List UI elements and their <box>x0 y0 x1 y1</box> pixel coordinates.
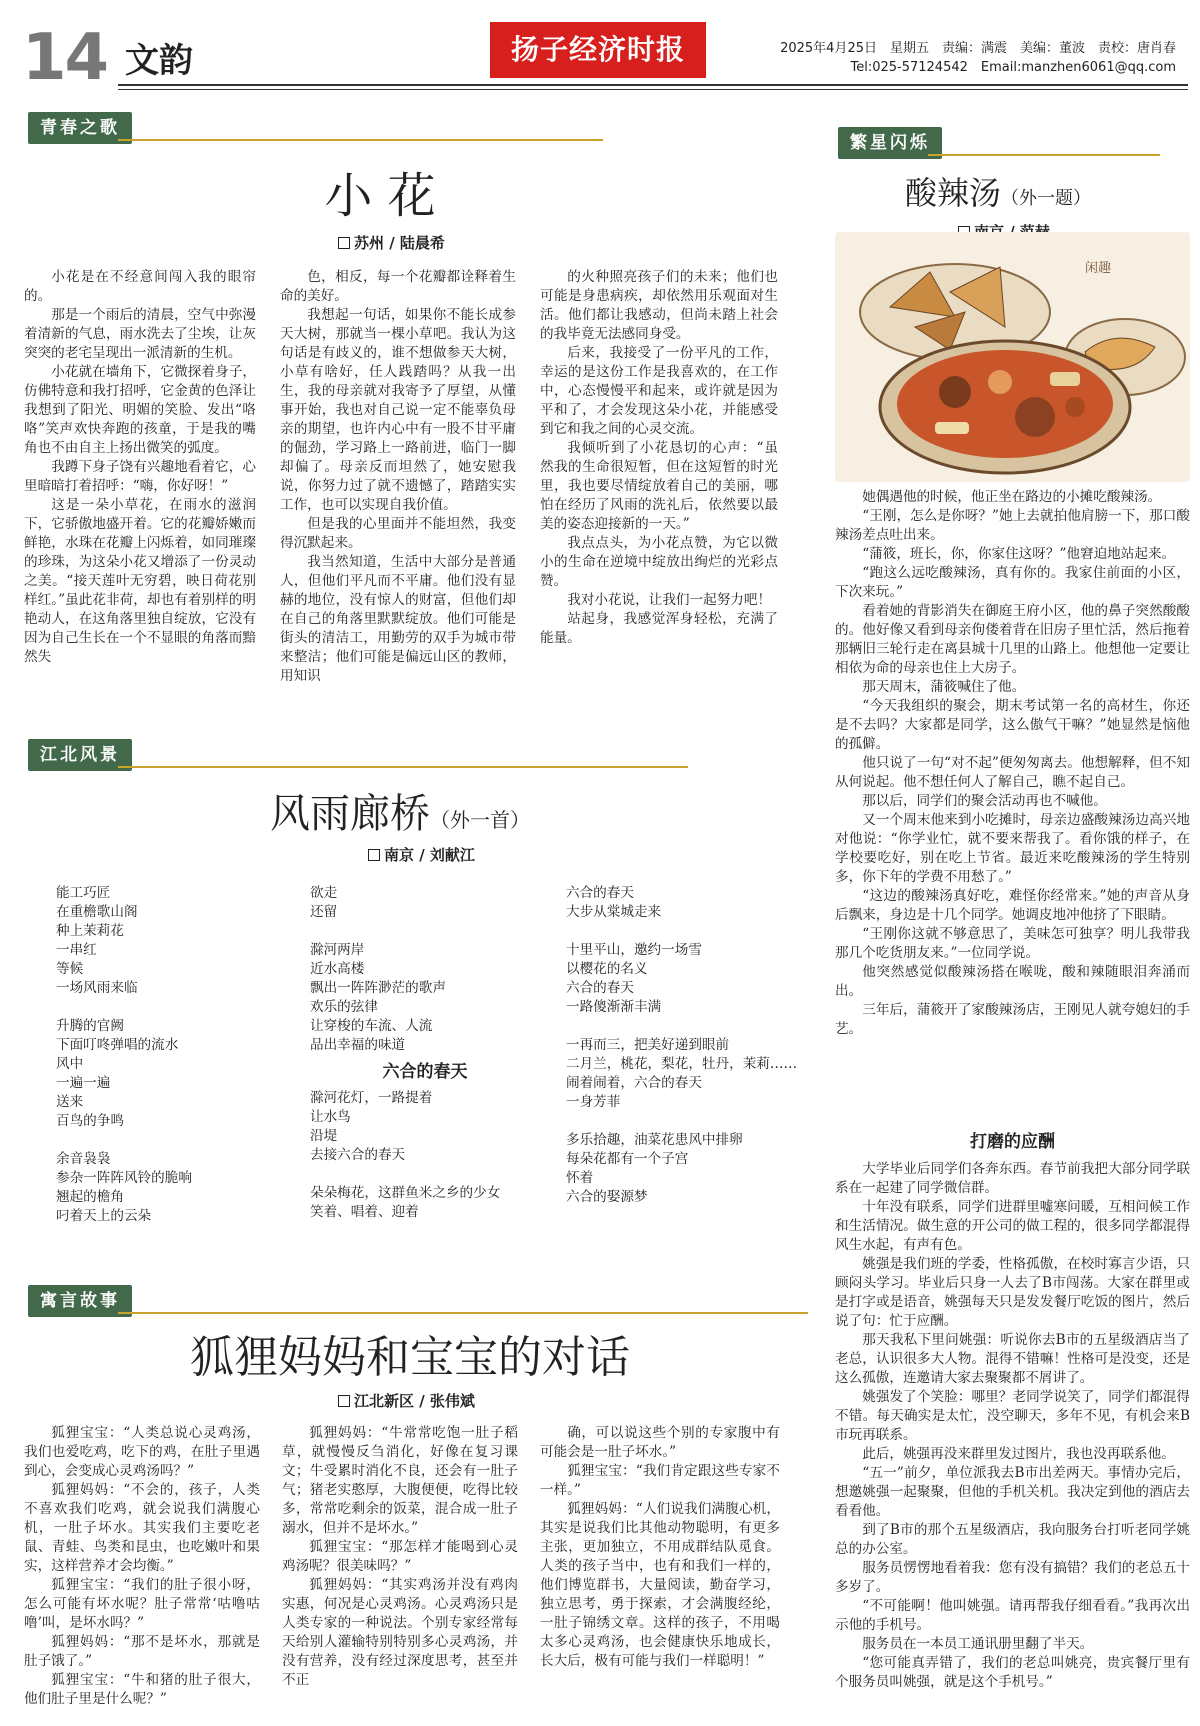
poem-line: 大步从棠城走来 <box>566 904 662 920</box>
paragraph: 我想起一句话，如果你不能长成参天大树，那就当一棵小草吧。我认为这句话是有歧义的，谁不想做参天大树，小草有啥好，任人践踏吗？从我一出生，我的母亲就对我寄予了厚望，从懂事开始，我也对自己说一定不能辜负母亲的期望，也许内心中有一股不甘平庸的倔劲，学习路上一路前进，临门一脚却偏了。母亲反而坦然了，她安慰我说，你努力过了就不遗憾了，踏踏实实工作，也可以实现自我价值。 <box>280 307 516 513</box>
paragraph: 姚强是我们班的学委，性格孤傲，在校时寡言少语，只顾闷头学习。毕业后只身一人去了B市闯荡。大家在群里或是打字或是语音，姚强每天只是发发餐厅吃饭的图片，然后说了句：忙于应酬。 <box>835 1256 1190 1329</box>
paragraph: 确，可以说这些个别的专家腹中有可能会是一肚子坏水。” <box>540 1425 780 1460</box>
paragraph: 我当然知道，生活中大部分是普通人，但他们平凡而不平庸。他们没有显赫的地位，没有惊人的财富，但他们却在自己的角落里默默绽放。他们可能是街头的清洁工，用勤劳的双手为城市带来整洁；他们可能是偏远山区的教师，用知识 <box>280 554 516 684</box>
paragraph: 他只说了一句“对不起”便匆匆离去。他想解释，但不知从何说起。他不想任何人了解自己，瞧不起自己。 <box>835 755 1190 790</box>
poem-line: 近水高楼 <box>310 961 365 977</box>
paragraph: “王刚，怎么是你呀？”她上去就拍他肩膀一下，那口酸辣汤差点吐出来。 <box>835 508 1190 543</box>
article-column <box>835 488 1190 1039</box>
poem-line: 一串红 <box>56 942 97 958</box>
poem-line: 风中 <box>56 1056 84 1072</box>
poem-line: 去接六合的春天 <box>310 1147 406 1163</box>
stanza-break <box>566 1017 806 1036</box>
poem-subtitle: 六合的春天 <box>382 1062 468 1082</box>
article-column <box>280 268 516 686</box>
paragraph: 那以后，同学们的聚会活动再也不喊他。 <box>862 793 1107 809</box>
paragraph: 狐狸妈妈：“不会的，孩子，人类不喜欢我们吃鸡，就会说我们满腹心机，一肚子坏水。其实我们主要吃老鼠、青蛙、鸟类和昆虫，也吃嫩叶和果实，这样营养才会均衡。” <box>24 1482 260 1574</box>
paragraph: 他突然感觉似酸辣汤搭在喉咙，酸和辣随眼泪奔涌而出。 <box>835 964 1190 999</box>
poem-line: 六合的娶源梦 <box>566 1189 648 1205</box>
paragraph: 她偶遇他的时候，他正坐在路边的小摊吃酸辣汤。 <box>862 489 1162 505</box>
section-tag-rule <box>928 154 1160 156</box>
paragraph: 站起身，我感觉浑身轻松，充满了能量。 <box>540 611 778 646</box>
article-subtitle: 打磨的应酬 <box>970 1132 1055 1152</box>
poem-line: 十里平山，邀约一场雪 <box>566 942 702 958</box>
poem-line: 六合的春天 <box>566 885 634 901</box>
poem-line: 每朵花都有一个子宫 <box>566 1151 689 1167</box>
article-title: 小 花 <box>324 168 436 224</box>
byline-box-icon <box>368 849 380 861</box>
section-tag-jiangbei: 江北风景 <box>28 739 132 771</box>
stanza-break <box>310 1165 540 1184</box>
paragraph: 那天周末，蒲筱喊住了他。 <box>862 679 1026 695</box>
section-tag-rule <box>118 1312 808 1314</box>
paragraph: 狐狸妈妈：“人们说我们满腹心机，其实是说我们比其他动物聪明，有更多主张，更加独立，不用成群结队觅食。人类的孩子当中，也有和我们一样的，他们博览群书，大量阅读，勤奋学习，独立思考，勇于探索，才会满腹经纶，一肚子锦绣文章。这样的孩子，不用喝太多心灵鸡汤，也会健康快乐地成长，长大后，极有可能与我们一样聪明！” <box>540 1501 780 1669</box>
paragraph: 服务员在一本员工通讯册里翻了半天。 <box>862 1636 1094 1652</box>
stanza-break <box>566 1112 806 1131</box>
poem-line: 能工巧匠 <box>56 885 111 901</box>
poem-line: 怀着 <box>566 1170 594 1186</box>
poem-line: 种上茉莉花 <box>56 923 124 939</box>
paragraph: 但是我的心里面并不能坦然，我变得沉默起来。 <box>280 516 516 551</box>
section-tag-qingchun: 青春之歌 <box>28 112 132 144</box>
paragraph: 到了B市的那个五星级酒店，我向服务台打听老同学姚总的办公室。 <box>835 1522 1190 1557</box>
food-illustration-drawing <box>835 232 1190 482</box>
paragraph: 三年后，蒲筱开了家酸辣汤店，王刚见人就夸媳妇的手艺。 <box>835 1002 1190 1037</box>
paragraph: 狐狸宝宝：“牛和猪的肚子很大，他们肚子里是什么呢？” <box>24 1672 260 1707</box>
poem-stanzas <box>310 884 540 1055</box>
paragraph: 狐狸宝宝：“我们肯定跟这些专家不一样。” <box>540 1463 780 1498</box>
paragraph: 我对小花说，让我们一起努力吧！ <box>567 592 772 608</box>
author-name: 苏州 / 陆晨希 <box>354 234 445 252</box>
stanza-break <box>310 922 540 941</box>
article-column <box>282 1424 518 1690</box>
paragraph: 的火种照亮孩子们的未来；他们也可能是身患病疾，却依然用乐观面对生活。他们都让我感动，但尚未踏上社会的我毕竟无法感同身受。 <box>540 269 778 342</box>
poem-line: 一遍一遍 <box>56 1075 111 1091</box>
paragraph: “蒲筱，班长，你，你家住这呀？”他窘迫地站起来。 <box>862 546 1176 562</box>
author-name: 南京 / 刘献江 <box>384 846 475 864</box>
paragraph: 狐狸妈妈：“牛常常吃饱一肚子稻草，就慢慢反刍消化，好像在复习课文；牛受累时消化不良，还会有一肚子气；猪老实憨厚，大腹便便，吃得比较多，常常吃剩余的饭菜，混合成一肚子溺水，但并不是坏水。” <box>282 1425 518 1536</box>
masthead-logo: 扬子经济时报 <box>490 22 706 78</box>
poem-column <box>56 884 276 1226</box>
byline-box-icon <box>338 1395 350 1407</box>
paragraph: 狐狸妈妈：“其实鸡汤并没有鸡肉实惠，何况是心灵鸡汤。心灵鸡汤只是人类专家的一种说法。个别专家经常每天给别人灌输特别特别多心灵鸡汤，并没有营养，没有经过深度思考，甚至并不正 <box>282 1577 518 1688</box>
article-title: 狐狸妈妈和宝宝的对话 <box>190 1332 630 1383</box>
poem-line: 参杂一阵阵风铃的脆响 <box>56 1170 192 1186</box>
author-name: 江北新区 / 张伟斌 <box>354 1392 475 1410</box>
poem-line: 滁河花灯，一路提着 <box>310 1090 433 1106</box>
paragraph: 狐狸宝宝：“我们的肚子很小呀，怎么可能有坏水呢？肚子常常‘咕噜咕噜’叫，是坏水吗？” <box>24 1577 260 1631</box>
poem-title-suffix: （外一首） <box>430 808 530 832</box>
poem-line: 欲走 <box>310 885 338 901</box>
section-tag-fanxing: 繁星闪烁 <box>838 127 942 159</box>
poem-line: 二月兰，桃花，梨花，牡丹，茉莉…… <box>566 1056 798 1072</box>
poem-line: 升腾的官阙 <box>56 1018 124 1034</box>
poem-line: 沿堤 <box>310 1128 338 1144</box>
food-illustration <box>835 232 1190 482</box>
paragraph: 狐狸宝宝：“那怎样才能喝到心灵鸡汤呢？很美味吗？” <box>282 1539 518 1574</box>
byline-box-icon <box>338 237 350 249</box>
stanza-break <box>566 922 806 941</box>
article-title-suffix: （外一题） <box>1001 188 1092 209</box>
poem-line: 下面叮咚弹唱的流水 <box>56 1037 179 1053</box>
paragraph: “跑这么远吃酸辣汤，真有你的。我家住前面的小区，下次来玩。” <box>835 565 1190 600</box>
paragraph: “五一”前夕，单位派我去B市出差两天。事情办完后，想邀姚强一起聚聚，但他的手机关机。我决定到他的酒店去看看他。 <box>835 1465 1190 1519</box>
paragraph: “不可能啊！他叫姚强。请再帮我仔细看看。”我再次出示他的手机号。 <box>835 1598 1190 1633</box>
paragraph: 小花就在墙角下，它微探着身子，仿佛特意和我打招呼，它金黄的色泽让我想到了阳光、明媚的笑脸、发出“咯咯”笑声欢快奔跑的孩童，于是我的嘴角也不由自主上扬出微笑的弧度。 <box>24 364 256 456</box>
poem-line: 让穿梭的车流、人流 <box>310 1018 433 1034</box>
poem-line: 滁河两岸 <box>310 942 365 958</box>
poem-line: 以樱花的名义 <box>566 961 648 977</box>
page-number: 14 <box>22 21 108 95</box>
poem-line: 飘出一阵阵渺茫的歌声 <box>310 980 446 996</box>
paragraph: 色，相反，每一个花瓣都诠释着生命的美好。 <box>280 269 516 304</box>
paragraph: 大学毕业后同学们各奔东西。春节前我把大部分同学联系在一起建了同学微信群。 <box>835 1161 1190 1196</box>
paragraph: 我倾听到了小花恳切的心声：“虽然我的生命很短暂，但在这短暂的时光里，我也要尽情绽放着自己的美丽，哪怕在经历了风雨的洗礼后，依然要以最美的姿态迎接新的一天。” <box>540 440 778 532</box>
paragraph: 这是一朵小草花，在雨水的滋润下，它骄傲地盛开着。它的花瓣娇嫩而鲜艳，水珠在花瓣上闪烁着，如同璀璨的珍珠，为这朵小花又增添了一份灵动之美。“接天莲叶无穷碧，映日荷花别样红。”虽此花非荷，却也有着别样的明艳动人，在这角落里独自绽放，它没有因为自己生长在一个不显眼的角落而黯然失 <box>24 497 256 665</box>
poem-line: 一路傻渐渐丰满 <box>566 999 662 1015</box>
article-byline <box>338 236 445 251</box>
paragraph: 狐狸宝宝：“人类总说心灵鸡汤，我们也爱吃鸡，吃下的鸡，在肚子里遇到心，会变成心灵鸡汤吗？” <box>24 1425 260 1479</box>
poem-line: 一身芳菲 <box>566 1094 621 1110</box>
poem-line: 翘起的檐角 <box>56 1189 124 1205</box>
paragraph: 后来，我接受了一份平凡的工作，幸运的是这份工作是我喜欢的，在工作中，心态慢慢平和起来，或许就是因为平和了，才会发现这朵小花，并能感受到它和我之间的心灵交流。 <box>540 345 778 437</box>
poem-line: 一场风雨来临 <box>56 980 138 996</box>
poem-line: 百鸟的争鸣 <box>56 1113 124 1129</box>
paragraph: 小花是在不经意间闯入我的眼帘的。 <box>24 269 256 304</box>
poem-line: 品出幸福的味道 <box>310 1037 406 1053</box>
paragraph: 那是一个雨后的清晨，空气中弥漫着清新的气息，雨水洗去了尘埃，让灰突突的老宅呈现出一派清新的生机。 <box>24 307 256 361</box>
section-name: 文韵 <box>125 41 193 81</box>
article-column <box>24 268 256 667</box>
illustration-signature: 闲趣 <box>1085 261 1112 276</box>
poem-title <box>270 788 610 846</box>
article-title-text: 酸辣汤 <box>905 174 1002 212</box>
paragraph: 我蹲下身子饶有兴趣地看着它，心里暗暗打着招呼：“嗨，你好呀！” <box>24 459 256 494</box>
stanza-break <box>56 1131 276 1150</box>
section-tag-yuyan: 寓言故事 <box>28 1285 132 1317</box>
poem-line: 多乐拾趣，油菜花患风中排卵 <box>566 1132 743 1148</box>
poem-column <box>310 884 540 1222</box>
poem-line: 一再而三，把美好递到眼前 <box>566 1037 730 1053</box>
poem-line: 让水鸟 <box>310 1109 351 1125</box>
contact-line: Tel:025-57124542 Email:manzhen6061@qq.com <box>850 60 1176 75</box>
poem-line: 送来 <box>56 1094 84 1110</box>
article-byline <box>368 848 475 863</box>
paragraph: 那天我私下里问姚强：听说你去B市的五星级酒店当了老总，认识很多大人物。混得不错嘛！性格可是没变，还是这么孤傲，连邀请大家去聚聚都不屑讲了。 <box>835 1332 1190 1386</box>
article-column <box>540 268 778 648</box>
paragraph: “这边的酸辣汤真好吃，难怪你经常来。”她的声音从身后飘来，身边是十几个同学。她调皮地冲他挤了下眼睛。 <box>835 888 1190 923</box>
paragraph: “您可能真弄错了，我们的老总叫姚亮，贵宾餐厅里有个服务员叫姚强，就是这个手机号。” <box>835 1655 1190 1690</box>
poem-line: 等候 <box>56 961 84 977</box>
poem-line: 六合的春天 <box>566 980 634 996</box>
poem-line: 还留 <box>310 904 338 920</box>
paragraph: 又一个周末他来到小吃摊时，母亲边盛酸辣汤边高兴地对他说：“你学业忙，就不要来帮我了。看你饿的样子，在学校要吃好，别在吃上节省。最近来吃酸辣汤的学生特别多，你下年的学费不用愁了。” <box>835 812 1190 885</box>
section-tag-rule <box>118 139 603 141</box>
section-tag-rule <box>118 766 688 768</box>
poem-line: 闹着闹着，六合的春天 <box>566 1075 702 1091</box>
stanza-break <box>56 998 276 1017</box>
paragraph: 此后，姚强再没来群里发过图片，我也没再联系他。 <box>862 1446 1175 1462</box>
article-byline <box>338 1394 475 1409</box>
poem-line: 在重檐歌山阁 <box>56 904 138 920</box>
article-column <box>835 1160 1190 1692</box>
poem-line: 朵朵梅花，这群鱼米之乡的少女 <box>310 1185 501 1201</box>
paragraph: 服务员愣愣地看着我：您有没有搞错？我们的老总五十多岁了。 <box>835 1560 1190 1595</box>
paragraph: 看着她的背影消失在御庭王府小区，他的鼻子突然酸酸的。他好像又看到母亲佝偻着背在旧房子里忙活，然后拖着那辆旧三轮行走在离县城十几里的山路上。他想他一定要让相依为命的母亲也住上大房子。 <box>835 603 1190 676</box>
poem-line: 叼着天上的云朵 <box>56 1208 152 1224</box>
header-rule <box>118 84 1188 86</box>
date-editors-line: 2025年4月25日 星期五 责编：满震 美编：董波 责校：唐肖春 <box>780 41 1176 56</box>
paragraph: 姚强发了个笑脸：哪里？老同学说笑了，同学们都混得不错。每天确实是太忙，没空聊天，多年不见，有机会来B市玩再联系。 <box>835 1389 1190 1443</box>
article-column <box>540 1424 780 1671</box>
poem-stanzas <box>310 1089 540 1222</box>
poem-column <box>566 884 806 1207</box>
paragraph: “今天我组织的聚会，期末考试第一名的高材生，你还是不去吗？大家都是同学，这么傲气干嘛？”她显然是恼他的孤僻。 <box>835 698 1190 752</box>
article-column <box>24 1424 260 1709</box>
paragraph: 我点点头，为小花点赞，为它以微小的生命在逆境中绽放出绚烂的光彩点赞。 <box>540 535 778 589</box>
poem-title-text: 风雨廊桥 <box>270 791 430 837</box>
poem-line: 笑着、唱着、迎着 <box>310 1204 419 1220</box>
article-title <box>905 172 1165 220</box>
paragraph: “王刚你这就不够意思了，美味怎可独享？明儿我带我那几个吃货朋友来。”一位同学说。 <box>835 926 1190 961</box>
header-rule-thin <box>118 89 1188 90</box>
paragraph: 狐狸妈妈：“那不是坏水，那就是肚子饿了。” <box>24 1634 260 1669</box>
poem-line: 欢乐的弦律 <box>310 999 378 1015</box>
poem-line: 余音袅袅 <box>56 1151 111 1167</box>
page-header <box>0 0 1200 100</box>
paragraph: 十年没有联系，同学们进群里嘘寒问暖，互相问候工作和生活情况。做生意的开公司的做工程的，很多同学都混得风生水起，有声有色。 <box>835 1199 1190 1253</box>
